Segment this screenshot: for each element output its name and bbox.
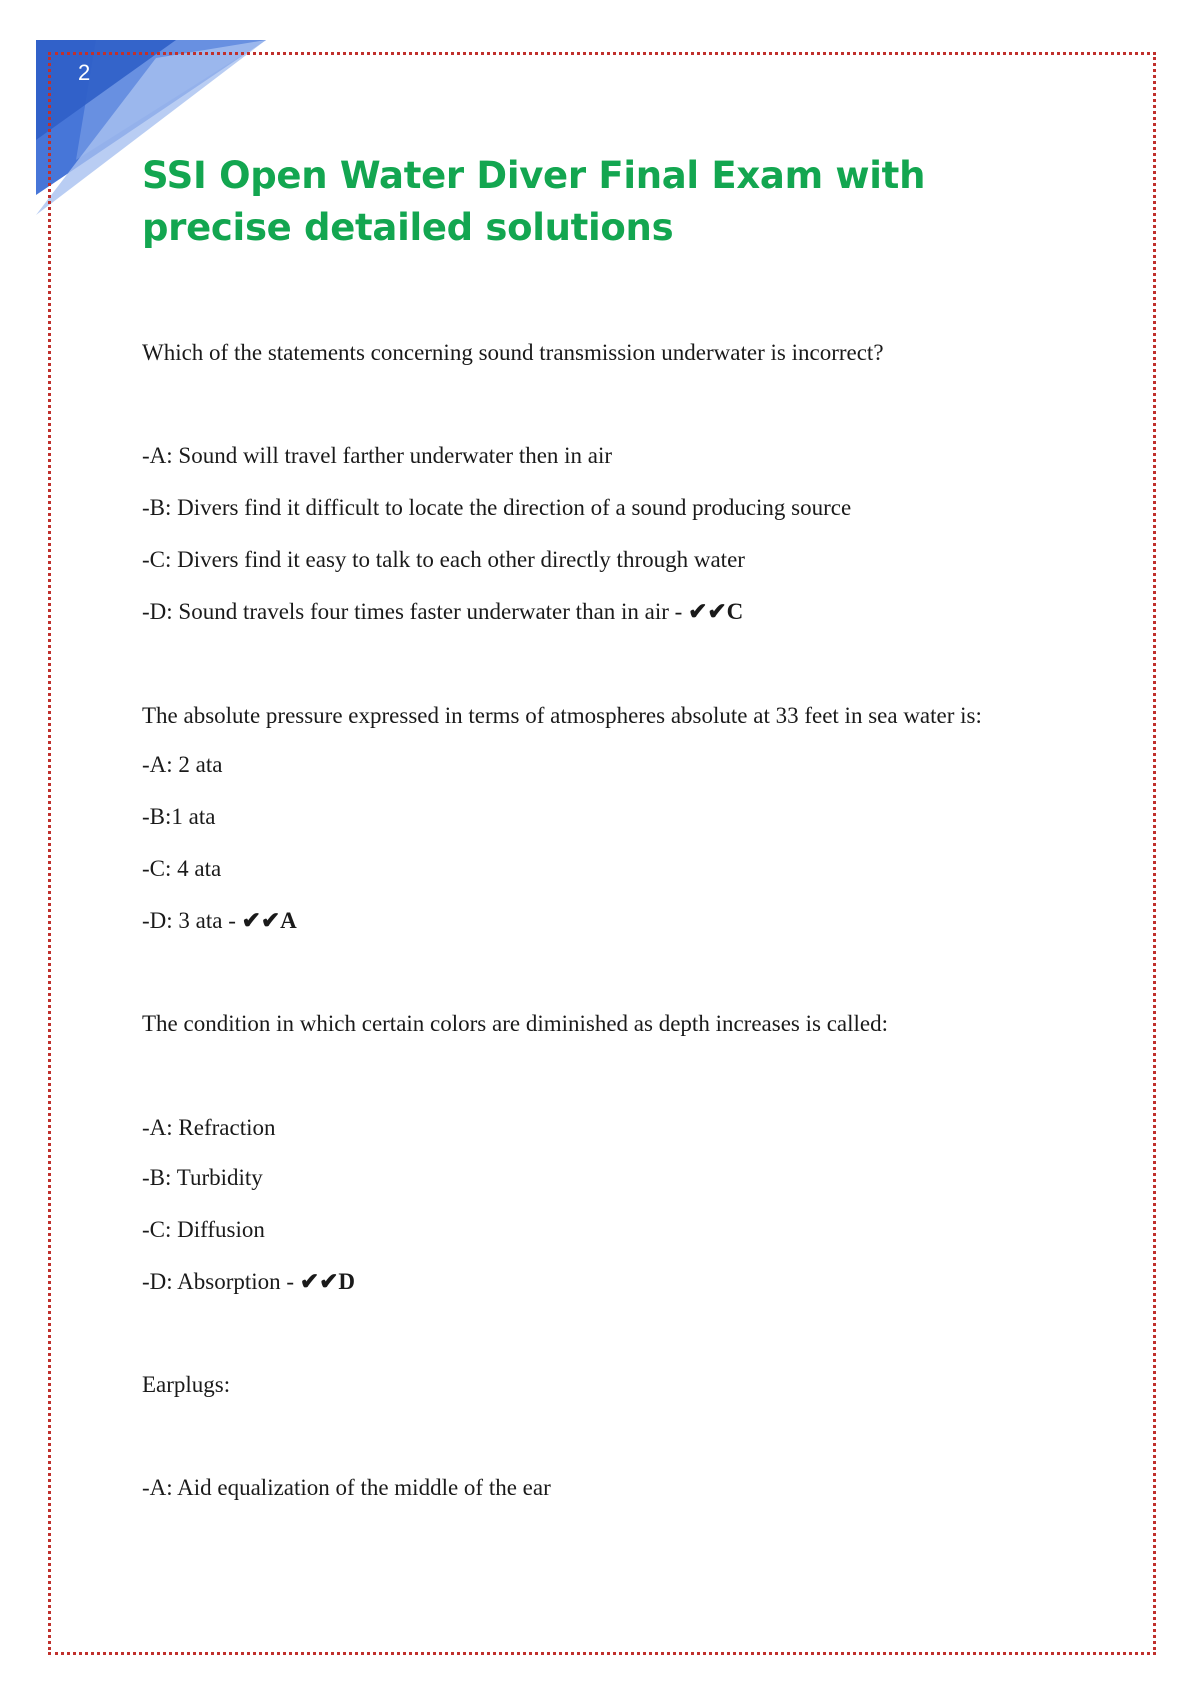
question-1-option-b: -B: Divers find it difficult to locate the direction of a sound producing source (142, 495, 852, 520)
question-3-option-d (142, 1269, 355, 1295)
question-3-text: The condition in which certain colors are diminished as depth increases is called: (142, 1011, 888, 1036)
question-2-option-c: -C: 4 ata (142, 856, 222, 881)
question-3-option-c: -C: Diffusion (142, 1217, 265, 1242)
question-2-answer-mark: ✔✔A (241, 908, 297, 933)
question-4-text: Earplugs: (142, 1372, 231, 1397)
question-1-option-d-text: -D: Sound travels four times faster underwater than in air - (142, 599, 689, 624)
question-2-text: The absolute pressure expressed in terms of atmospheres absolute at 33 feet in sea water is: (142, 703, 982, 728)
question-1-text: Which of the statements concerning sound transmission underwater is incorrect? (142, 340, 884, 365)
question-4-option-a: -A: Aid equalization of the middle of the ear (142, 1475, 551, 1500)
question-2-option-b: -B:1 ata (142, 804, 216, 829)
question-2-option-d-text: -D: 3 ata - (142, 908, 242, 933)
page-border (48, 52, 1156, 1655)
question-2-option-a: -A: 2 ata (142, 752, 223, 777)
page-number: 2 (78, 60, 91, 85)
question-1-option-c: -C: Divers find it easy to talk to each other directly through water (142, 547, 745, 572)
question-1-option-a: -A: Sound will travel farther underwater then in air (142, 443, 613, 468)
question-3-option-a: -A: Refraction (142, 1115, 276, 1140)
question-1-option-d (142, 599, 743, 625)
question-3-option-d-text: -D: Absorption - (142, 1269, 300, 1294)
question-1-answer-mark: ✔✔C (688, 599, 744, 624)
question-3-answer-mark: ✔✔D (299, 1269, 355, 1294)
document-title: SSI Open Water Diver Final Exam with precise detailed solutions (142, 154, 926, 249)
question-2-option-d (142, 908, 297, 934)
question-3-option-b: -B: Turbidity (142, 1165, 263, 1190)
